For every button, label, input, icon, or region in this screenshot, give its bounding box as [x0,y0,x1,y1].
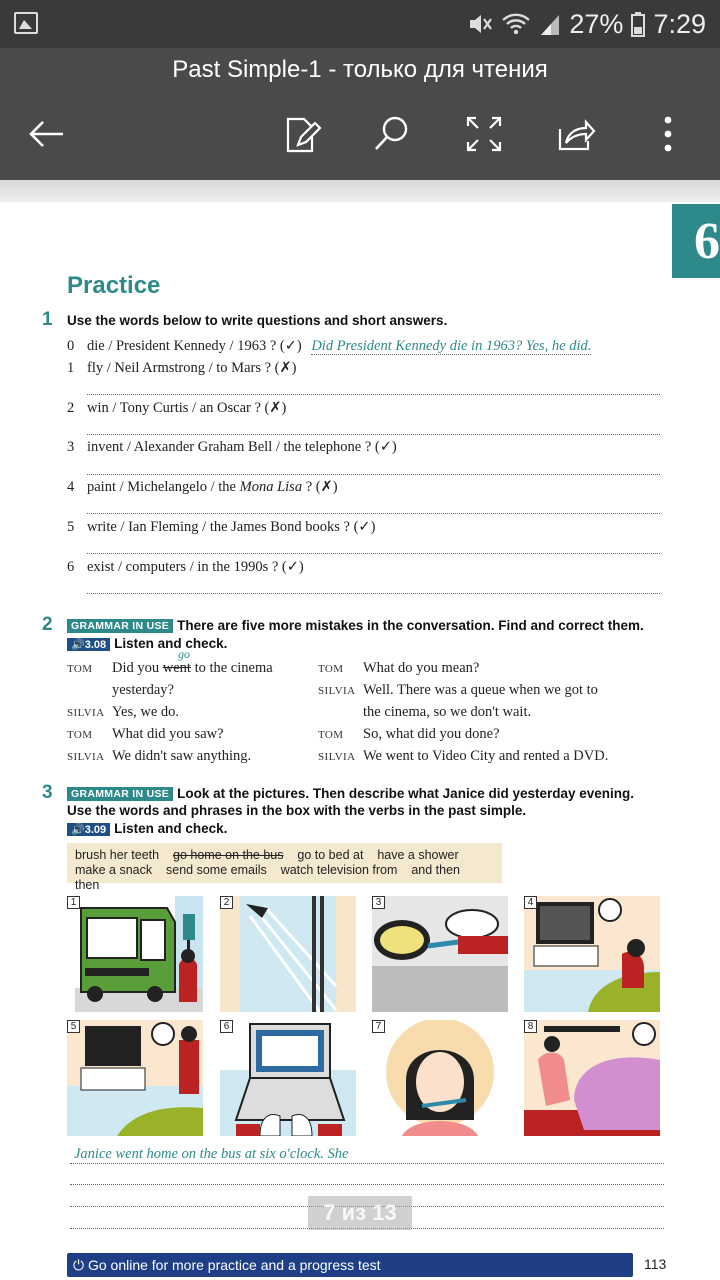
audio-track-number: 3.08 [84,639,107,651]
picture-number: 2 [220,896,233,909]
item-number: 0 [67,338,75,354]
picture-2-shower [220,896,356,1012]
exercise-2-listen [67,636,227,651]
line-text: yesterday? [112,682,174,698]
speaker: SILVIA [318,685,356,697]
ex1-item-6 [67,559,304,576]
tv-illustration [524,896,660,1012]
speaker: TOM [318,663,344,675]
laptop-illustration [220,1020,356,1136]
ex1-item-3 [67,439,397,456]
picture-number: 5 [67,1020,80,1033]
picture-number: 3 [372,896,385,909]
search-button[interactable] [368,110,416,158]
speaker: TOM [67,663,93,675]
item-number: 2 [67,400,75,416]
item-text: win / Tony Curtis / an Oscar ? (✗) [87,400,287,416]
word-phrase: go to bed at [297,848,364,862]
item-text: paint / Michelangelo / the [87,479,240,495]
answer-line-5[interactable] [87,553,660,554]
search-icon [372,114,412,154]
toothbrush-illustration [372,1020,508,1136]
item-number: 1 [67,360,75,376]
power-icon: ⏻ [73,1257,85,1273]
audio-track-badge[interactable]: 🔊3.08 [67,638,110,651]
ex3-answer-line[interactable] [70,1163,664,1164]
battery-percent: 27% [569,8,624,39]
picture-number: 8 [524,1020,537,1033]
grammar-badge: GRAMMAR IN USE [67,619,173,633]
listen-text: Listen and check. [114,636,228,651]
fullscreen-icon [465,115,503,153]
gallery-icon [14,12,38,34]
signal-icon [539,11,561,37]
item-number: 4 [67,479,75,495]
document-page[interactable] [0,202,720,1280]
ex1-item-4 [67,479,338,496]
exercise-2-instruction [67,618,644,633]
toolbar-shadow [0,180,720,202]
more-icon [662,115,674,153]
item-number: 6 [67,559,75,575]
frying-pan-illustration [372,896,508,1012]
answer-line-6[interactable] [87,593,660,594]
conversation-line [318,748,608,765]
audio-track-number: 3.09 [84,824,107,836]
page-indicator: 7 из 13 [308,1196,412,1230]
conversation-line [67,726,224,743]
section-title: Practice [67,272,161,299]
page-number: 113 [644,1256,667,1272]
wifi-icon [501,11,531,37]
exercise-3-instruction-2: Use the words and phrases in the box with the verbs in the past simple. [67,803,527,818]
answer-text[interactable]: Janice went home on the bus at six o'clock. She [74,1146,349,1162]
conversation-line [318,704,531,721]
word-box-row [75,863,494,893]
item-text-italic: Mona Lisa [239,479,303,495]
answer-line-1[interactable] [87,394,660,395]
answer-line-2[interactable] [87,434,660,435]
line-text: What do you mean? [363,660,480,676]
share-icon [556,115,596,153]
back-icon [26,118,66,150]
edit-icon [282,113,322,155]
example-answer: Did President Kennedy die in 1963? Yes, he did. [311,338,592,354]
audio-track-badge[interactable]: 🔊3.09 [67,823,110,836]
exercise-3-listen [67,821,227,836]
item-text: invent / Alexander Graham Bell / the telephone ? (✓) [87,439,397,455]
line-text-end: to the cinema [190,660,273,676]
item-number: 3 [67,439,75,455]
footer-banner [67,1253,633,1277]
speaker: TOM [67,729,93,741]
word-phrase: and then [411,863,460,877]
status-bar [0,0,720,48]
handwritten-correction: go [178,647,190,661]
item-text: write / Ian Fleming / the James Bond books ? (✓) [87,519,376,535]
line-text: So, what did you done? [363,726,500,742]
word-box-row [75,848,494,863]
word-phrase: have a shower [377,848,459,862]
item-number: 5 [67,519,75,535]
ex1-item-0 [67,338,591,355]
struck-word: went [162,660,191,676]
word-phrase: brush her teeth [75,848,160,862]
edit-button[interactable] [278,110,326,158]
picture-7-brushing-teeth [372,1020,508,1136]
bus-illustration [67,896,203,1012]
app-bar [0,48,720,180]
picture-5-television-2 [67,1020,203,1136]
picture-3-snack [372,896,508,1012]
tv-illustration-2 [67,1020,203,1136]
speaker: SILVIA [67,707,105,719]
ex1-item-5 [67,519,375,536]
ex3-answer-line[interactable] [70,1184,664,1185]
item-text-end: ? (✗) [302,479,338,495]
answer-line-4[interactable] [87,513,660,514]
word-phrase: make a snack [75,863,153,877]
conversation-line [67,704,179,721]
conversation-line [67,660,273,677]
exercise-1-number: 1 [42,309,53,330]
word-phrase: send some emails [166,863,267,877]
instruction-text: Look at the pictures. Then describe what Janice did yesterday evening. [177,786,635,801]
document-title: Past Simple-1 - только для чтения [172,56,548,83]
line-text: Well. There was a queue when we got to [363,682,598,698]
line-text: We didn't saw anything. [112,748,252,764]
shower-illustration [220,896,356,1012]
answer-line-3[interactable] [87,474,660,475]
conversation-line [67,748,251,765]
word-box [67,843,502,892]
conversation-line [318,726,500,743]
unit-tab: 6 [672,204,720,278]
picture-number: 6 [220,1020,233,1033]
instruction-text: There are five more mistakes in the conversation. Find and correct them. [177,618,644,633]
speaker: SILVIA [318,751,356,763]
word-phrase: then [75,878,100,892]
word-phrase-used: go home on the bus [173,848,284,862]
back-button[interactable] [22,110,70,158]
item-text: die / President Kennedy / 1963 ? (✓) [87,338,302,354]
bed-illustration [524,1020,660,1136]
word-phrase: watch television from [280,863,398,877]
picture-number: 1 [67,896,80,909]
line-text: What did you saw? [112,726,224,742]
picture-6-laptop [220,1020,356,1136]
exercise-1-instruction: Use the words below to write questions and short answers. [67,313,448,328]
speaker: SILVIA [67,751,105,763]
conversation-line [318,660,479,677]
picture-1-bus [67,896,203,1012]
line-text: Did you [112,660,163,676]
line-text: the cinema, so we don't wait. [363,704,532,720]
picture-4-television [524,896,660,1012]
picture-number: 4 [524,896,537,909]
conversation-line [67,682,174,699]
footer-text: Go online for more practice and a progress test [87,1257,381,1273]
picture-8-bed [524,1020,660,1136]
item-text: exist / computers / in the 1990s ? (✓) [87,559,304,575]
fullscreen-button[interactable] [460,110,508,158]
mute-icon [467,11,493,37]
line-text: Yes, we do. [112,704,180,720]
speaker: TOM [318,729,344,741]
line-text: We went to Video City and rented a DVD. [363,748,609,764]
item-text: fly / Neil Armstrong / to Mars ? (✗) [87,360,297,376]
exercise-3-number: 3 [42,782,53,803]
ex1-item-1 [67,360,296,377]
conversation-line [318,682,598,699]
share-button[interactable] [552,110,600,158]
grammar-badge: GRAMMAR IN USE [67,787,173,801]
exercise-2-number: 2 [42,614,53,635]
listen-text: Listen and check. [114,821,228,836]
ex1-item-2 [67,400,286,417]
battery-icon [631,11,645,37]
exercise-3-instruction [67,786,634,801]
picture-number: 7 [372,1020,385,1033]
more-options-button[interactable] [644,110,692,158]
clock: 7:29 [653,8,706,39]
